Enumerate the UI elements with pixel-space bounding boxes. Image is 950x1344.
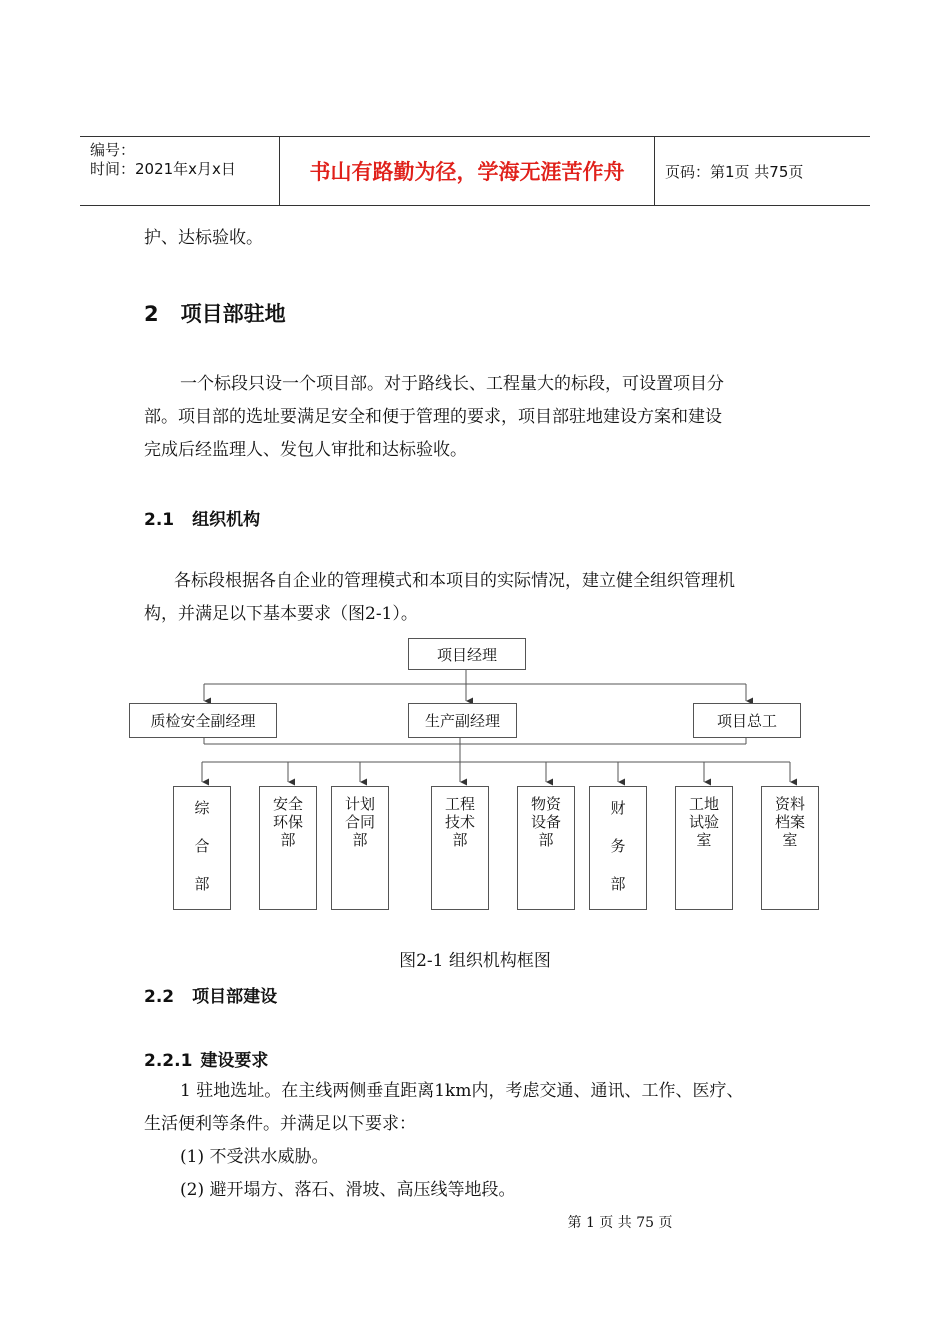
paragraph-line: 一个标段只设一个项目部。对于路线长、工程量大的标段，可设置项目分 (180, 374, 724, 394)
section-2-2-heading (144, 982, 277, 1007)
sub-item: (2) 避开塌方、落石、滑坡、高压线等地段。 (180, 1180, 516, 1200)
section-number: 2.1 (144, 510, 175, 530)
section-2-2-1-heading (144, 1046, 268, 1071)
org-node-level2: 项目总工 (693, 703, 801, 738)
paragraph-line: 各标段根据各自企业的管理模式和本项目的实际情况，建立健全组织管理机 (174, 571, 735, 591)
figure-caption: 图2-1 组织机构框图 (399, 951, 551, 971)
section-title: 组织机构 (192, 510, 261, 530)
paragraph-line: 1 驻地选址。在主线两侧垂直距离1km内，考虑交通、通讯、工作、医疗、 (180, 1081, 744, 1101)
paragraph-line: 部。项目部的选址要满足安全和便于管理的要求，项目部驻地建设方案和建设 (144, 407, 722, 427)
sub-item: (1) 不受洪水威胁。 (180, 1147, 329, 1167)
time-label: 时间：2021年x月x日 (90, 160, 236, 178)
org-node-level2: 生产副经理 (408, 703, 517, 738)
header-page-info: 页码：第1页 共75页 (665, 162, 804, 181)
section-title: 建设要求 (200, 1051, 269, 1071)
org-department: 计划 合同 部 (331, 786, 389, 910)
page-footer: 第 1 页 共 75 页 (567, 1215, 673, 1231)
org-department: 安全 环保 部 (259, 786, 317, 910)
section-number: 2.2 (144, 987, 175, 1007)
page-header (80, 136, 870, 206)
org-department: 工程 技术 部 (431, 786, 489, 910)
org-department: 物资 设备 部 (517, 786, 575, 910)
number-label: 编号： (90, 141, 136, 159)
section-2-1-heading (144, 505, 260, 530)
section-2-heading (144, 298, 286, 328)
section-title: 项目部驻地 (180, 302, 286, 326)
section-number: 2.2.1 (144, 1051, 193, 1071)
org-department: 资料 档案 室 (761, 786, 819, 910)
org-department: 财 务 部 (589, 786, 647, 910)
org-node-level2: 质检安全副经理 (129, 703, 277, 738)
section-title: 项目部建设 (192, 987, 278, 1007)
header-meta (80, 137, 280, 205)
header-motto: 书山有路勤为径，学海无涯苦作舟 (280, 137, 655, 205)
section-number: 2 (144, 302, 159, 326)
continuation-text: 护、达标验收。 (144, 228, 263, 248)
org-department: 综 合 部 (173, 786, 231, 910)
org-department: 工地 试验 室 (675, 786, 733, 910)
paragraph-line: 构，并满足以下基本要求（图2-1）。 (144, 604, 418, 624)
paragraph-line: 完成后经监理人、发包人审批和达标验收。 (144, 440, 467, 460)
org-node-top: 项目经理 (408, 638, 526, 670)
paragraph-line: 生活便利等条件。并满足以下要求： (144, 1114, 416, 1134)
